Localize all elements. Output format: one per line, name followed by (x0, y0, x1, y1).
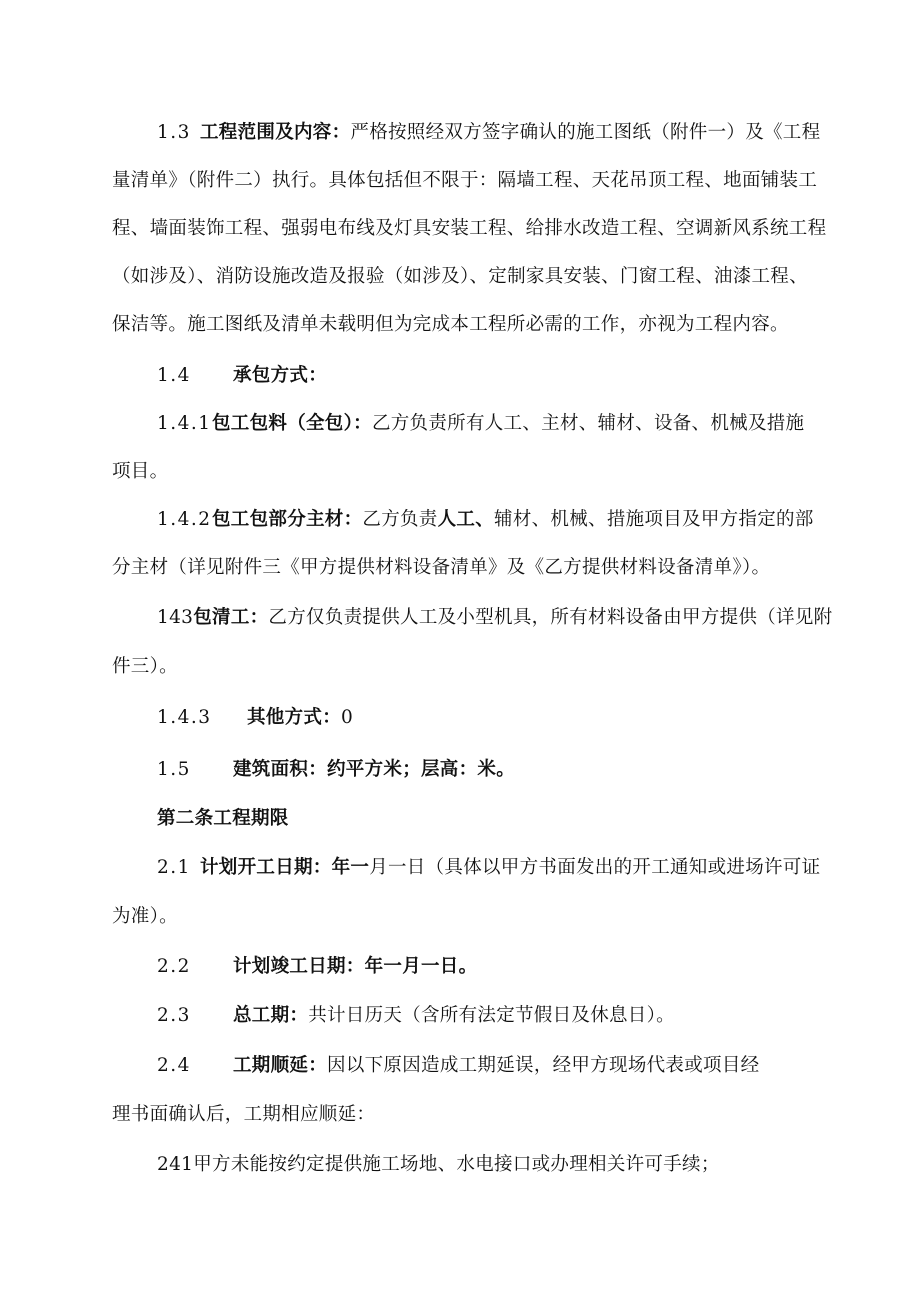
section-value: 0 (341, 707, 354, 728)
section-text: 严格按照经双方签字确认的施工图纸（附件一）及《工程 (350, 122, 821, 143)
section-number: 1.5 (157, 759, 191, 780)
section-number: 2.3 (157, 1005, 191, 1026)
para-2-2 (0, 951, 920, 983)
section-title: 包工包部分主材： (212, 509, 363, 530)
section-text: 辅材、机械、措施项目及甲方指定的部 (494, 509, 814, 530)
section-number: 143 (157, 607, 194, 628)
section-text: 因以下原因造成工期延误，经甲方现场代表或项目经 (327, 1055, 760, 1076)
section-text: 理书面确认后，工期相应顺延： (112, 1104, 376, 1125)
section-title: 工程范围及内容： (200, 122, 351, 143)
para-1-4-2-line-1 (0, 504, 920, 536)
section-text: 程、墙面装饰工程、强弱电布线及灯具安装工程、给排水改造工程、空调新风系统工程 (112, 218, 827, 239)
section-number: 1.4 (157, 365, 191, 386)
section-number: 1.4.2 (157, 509, 212, 530)
para-1-4-1-line-2 (0, 456, 920, 488)
para-2-4-line-2 (0, 1099, 920, 1131)
section-title: 总工期： (233, 1005, 309, 1026)
para-1-4 (0, 360, 920, 392)
para-1-4-1-line-1 (0, 408, 920, 440)
para-2-1-line-1 (0, 852, 920, 884)
section-title: 承包方式： (233, 365, 328, 386)
para-1-3-line-2 (0, 165, 920, 197)
section-text: 件三）。 (112, 656, 178, 677)
section-number: 2.4 (157, 1055, 191, 1076)
para-143-line-2 (0, 651, 920, 683)
section-text: 计划竣工日期：年一月一日。 (233, 956, 478, 977)
para-1-3-line-5 (0, 309, 920, 341)
section-text: 项目。 (112, 461, 169, 482)
para-143-line-1 (0, 602, 920, 634)
section-text: 乙方负责 (362, 509, 438, 530)
para-1-4-3 (0, 702, 920, 734)
section-title: 工期顺延： (233, 1055, 328, 1076)
section-number: 1.4.1 (157, 413, 212, 434)
para-1-3-line-4 (0, 261, 920, 293)
para-1-5 (0, 754, 920, 786)
para-1-4-2-line-2 (0, 552, 920, 584)
section-text: 保洁等。施工图纸及清单未载明但为完成本工程所必需的工作，亦视为工程内容。 (112, 314, 789, 335)
section-text: 建筑面积：约平方米；层高：米。 (233, 759, 516, 780)
section-text: 乙方负责所有人工、主材、辅材、设备、机械及措施 (371, 413, 805, 434)
para-2-1-line-2 (0, 901, 920, 933)
para-241 (0, 1149, 920, 1181)
section-number: 241 (157, 1154, 194, 1175)
para-1-3-line-3 (0, 213, 920, 245)
para-2-3 (0, 1000, 920, 1032)
para-2-4-line-1 (0, 1050, 920, 1082)
section-text: 甲方未能按约定提供施工场地、水电接口或办理相关许可手续； (193, 1154, 720, 1175)
section-number: 2.2 (157, 956, 191, 977)
section-text: 共计日历天（含所有法定节假日及休息日）。 (308, 1005, 675, 1026)
section-text: 分主材（详见附件三《甲方提供材料设备清单》及《乙方提供材料设备清单》）。 (112, 557, 771, 578)
section-text: 为准）。 (112, 906, 178, 927)
para-1-3-line-1 (0, 117, 920, 149)
section-text: （如涉及）、消防设施改造及报验（如涉及）、定制家具安装、门窗工程、油漆工程、 (112, 266, 808, 287)
section-title: 包清工： (193, 607, 269, 628)
section-number: 1.3 (157, 122, 191, 143)
section-text: 乙方仅负责提供人工及小型机具，所有材料设备由甲方提供（详见附 (268, 607, 833, 628)
section-text-bold: 人工、 (437, 509, 495, 530)
article-2-heading (0, 803, 920, 835)
section-title: 计划开工日期：年一 (200, 857, 370, 878)
section-number: 2.1 (157, 857, 191, 878)
section-number: 1.4.3 (157, 707, 212, 728)
section-title: 其他方式： (247, 707, 342, 728)
section-title: 包工包料（全包）： (212, 413, 372, 434)
section-text: 量清单》（附件二）执行。具体包括但不限于：隔墙工程、天花吊顶工程、地面铺装工 (112, 170, 818, 191)
section-text: 月一日（具体以甲方书面发出的开工通知或进场许可证 (369, 857, 821, 878)
article-title: 第二条工程期限 (157, 808, 289, 829)
